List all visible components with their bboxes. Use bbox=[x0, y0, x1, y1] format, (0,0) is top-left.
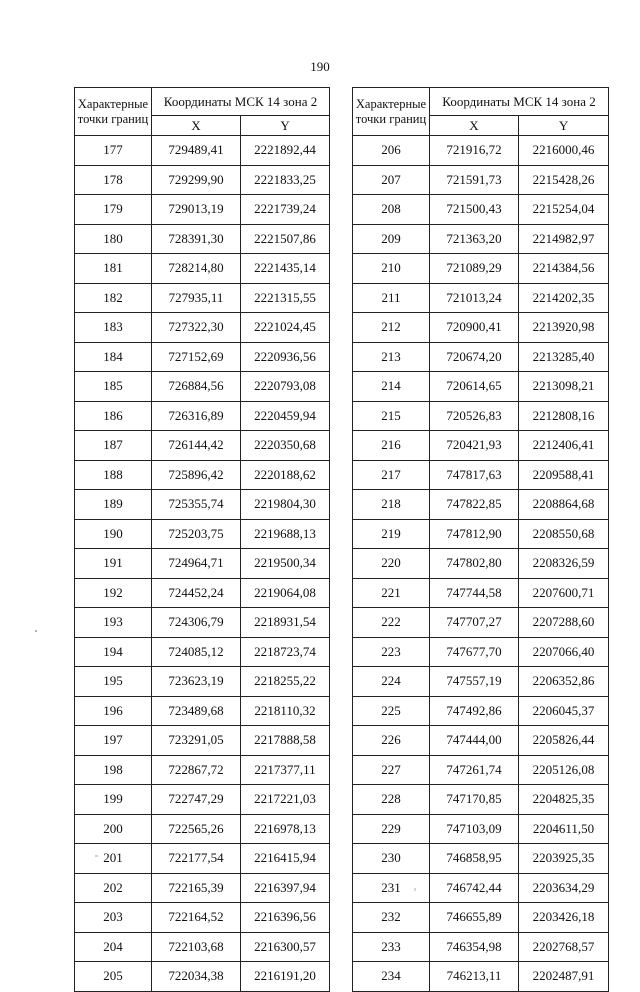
x-coordinate-cell: 747812,90 bbox=[430, 519, 519, 549]
y-coordinate-cell: 2204611,50 bbox=[519, 814, 609, 844]
y-coordinate-cell: 2202487,91 bbox=[519, 962, 609, 992]
y-coordinate-cell: 2219688,13 bbox=[241, 519, 330, 549]
point-number-cell: 211 bbox=[353, 283, 430, 313]
y-coordinate-cell: 2214982,97 bbox=[519, 224, 609, 254]
y-coordinate-cell: 2207600,71 bbox=[519, 578, 609, 608]
x-coordinate-cell: 723291,05 bbox=[152, 726, 241, 756]
y-coordinate-cell: 2203925,35 bbox=[519, 844, 609, 874]
point-number-cell: 228 bbox=[353, 785, 430, 815]
point-number-cell: 181 bbox=[75, 254, 152, 284]
x-coordinate-cell: 721363,20 bbox=[430, 224, 519, 254]
x-coordinate-cell: 726884,56 bbox=[152, 372, 241, 402]
x-coordinate-cell: 725203,75 bbox=[152, 519, 241, 549]
point-number-cell: 217 bbox=[353, 460, 430, 490]
point-number-cell: 232 bbox=[353, 903, 430, 933]
x-coordinate-cell: 721591,73 bbox=[430, 165, 519, 195]
x-coordinate-cell: 747677,70 bbox=[430, 637, 519, 667]
x-coordinate-cell: 747170,85 bbox=[430, 785, 519, 815]
x-coordinate-cell: 727322,30 bbox=[152, 313, 241, 343]
y-coordinate-cell: 2220350,68 bbox=[241, 431, 330, 461]
y-coordinate-cell: 2213098,21 bbox=[519, 372, 609, 402]
point-number-cell: 216 bbox=[353, 431, 430, 461]
point-number-cell: 201 bbox=[75, 844, 152, 874]
point-number-cell: 180 bbox=[75, 224, 152, 254]
x-coordinate-cell: 723623,19 bbox=[152, 667, 241, 697]
x-coordinate-cell: 720421,93 bbox=[430, 431, 519, 461]
point-number-cell: 230 bbox=[353, 844, 430, 874]
x-coordinate-cell: 747744,58 bbox=[430, 578, 519, 608]
x-coordinate-cell: 726316,89 bbox=[152, 401, 241, 431]
point-number-cell: 190 bbox=[75, 519, 152, 549]
y-coordinate-cell: 2221507,86 bbox=[241, 224, 330, 254]
y-coordinate-cell: 2221435,14 bbox=[241, 254, 330, 284]
y-coordinate-cell: 2217221,03 bbox=[241, 785, 330, 815]
y-coordinate-cell: 2214202,35 bbox=[519, 283, 609, 313]
x-coordinate-cell: 722103,68 bbox=[152, 932, 241, 962]
header-y: Y bbox=[241, 116, 330, 136]
y-coordinate-cell: 2219064,08 bbox=[241, 578, 330, 608]
x-coordinate-cell: 727935,11 bbox=[152, 283, 241, 313]
y-coordinate-cell: 2205826,44 bbox=[519, 726, 609, 756]
y-coordinate-cell: 2202768,57 bbox=[519, 932, 609, 962]
point-number-cell: 227 bbox=[353, 755, 430, 785]
x-coordinate-cell: 722565,26 bbox=[152, 814, 241, 844]
point-number-cell: 204 bbox=[75, 932, 152, 962]
y-coordinate-cell: 2204825,35 bbox=[519, 785, 609, 815]
x-coordinate-cell: 747557,19 bbox=[430, 667, 519, 697]
y-coordinate-cell: 2220936,56 bbox=[241, 342, 330, 372]
x-coordinate-cell: 729013,19 bbox=[152, 195, 241, 225]
y-coordinate-cell: 2216000,46 bbox=[519, 136, 609, 166]
point-number-cell: 205 bbox=[75, 962, 152, 992]
y-coordinate-cell: 2215254,04 bbox=[519, 195, 609, 225]
x-coordinate-cell: 726144,42 bbox=[152, 431, 241, 461]
point-number-cell: 197 bbox=[75, 726, 152, 756]
x-coordinate-cell: 724964,71 bbox=[152, 549, 241, 579]
point-number-cell: 209 bbox=[353, 224, 430, 254]
y-coordinate-cell: 2220793,08 bbox=[241, 372, 330, 402]
point-number-cell: 222 bbox=[353, 608, 430, 638]
x-coordinate-cell: 720526,83 bbox=[430, 401, 519, 431]
point-number-cell: 202 bbox=[75, 873, 152, 903]
y-coordinate-cell: 2217377,11 bbox=[241, 755, 330, 785]
y-coordinate-cell: 2221833,25 bbox=[241, 165, 330, 195]
point-number-cell: 186 bbox=[75, 401, 152, 431]
point-number-cell: 223 bbox=[353, 637, 430, 667]
point-number-cell: 208 bbox=[353, 195, 430, 225]
y-coordinate-cell: 2221892,44 bbox=[241, 136, 330, 166]
x-coordinate-cell: 722034,38 bbox=[152, 962, 241, 992]
x-coordinate-cell: 729489,41 bbox=[152, 136, 241, 166]
point-number-cell: 218 bbox=[353, 490, 430, 520]
point-number-cell: 212 bbox=[353, 313, 430, 343]
y-coordinate-cell: 2206352,86 bbox=[519, 667, 609, 697]
table-row bbox=[353, 932, 609, 962]
x-coordinate-cell: 747103,09 bbox=[430, 814, 519, 844]
y-coordinate-cell: 2203634,29 bbox=[519, 873, 609, 903]
y-coordinate-cell: 2213285,40 bbox=[519, 342, 609, 372]
point-number-cell: 185 bbox=[75, 372, 152, 402]
x-coordinate-cell: 747444,00 bbox=[430, 726, 519, 756]
x-coordinate-cell: 746213,11 bbox=[430, 962, 519, 992]
point-number-cell: 210 bbox=[353, 254, 430, 284]
point-number-cell: 199 bbox=[75, 785, 152, 815]
point-number-cell: 224 bbox=[353, 667, 430, 697]
x-coordinate-cell: 728391,30 bbox=[152, 224, 241, 254]
point-number-cell: 195 bbox=[75, 667, 152, 697]
x-coordinate-cell: 729299,90 bbox=[152, 165, 241, 195]
x-coordinate-cell: 725896,42 bbox=[152, 460, 241, 490]
y-coordinate-cell: 2221024,45 bbox=[241, 313, 330, 343]
x-coordinate-cell: 724452,24 bbox=[152, 578, 241, 608]
point-number-cell: 226 bbox=[353, 726, 430, 756]
x-coordinate-cell: 724306,79 bbox=[152, 608, 241, 638]
point-number-cell: 229 bbox=[353, 814, 430, 844]
x-coordinate-cell: 721089,29 bbox=[430, 254, 519, 284]
header-coordinates-title: Координаты МСК 14 зона 2 bbox=[152, 88, 330, 116]
point-number-cell: 194 bbox=[75, 637, 152, 667]
point-number-cell: 178 bbox=[75, 165, 152, 195]
y-coordinate-cell: 2208550,68 bbox=[519, 519, 609, 549]
page-number: 190 bbox=[310, 59, 330, 74]
y-coordinate-cell: 2218255,22 bbox=[241, 667, 330, 697]
x-coordinate-cell: 724085,12 bbox=[152, 637, 241, 667]
header-x: X bbox=[430, 116, 519, 136]
x-coordinate-cell: 747822,85 bbox=[430, 490, 519, 520]
y-coordinate-cell: 2216397,94 bbox=[241, 873, 330, 903]
point-number-cell: 206 bbox=[353, 136, 430, 166]
table-row bbox=[75, 932, 330, 962]
point-number-cell: 213 bbox=[353, 342, 430, 372]
point-number-cell: 182 bbox=[75, 283, 152, 313]
header-points-line2: точки границ bbox=[77, 111, 149, 126]
x-coordinate-cell: 721013,24 bbox=[430, 283, 519, 313]
y-coordinate-cell: 2209588,41 bbox=[519, 460, 609, 490]
point-number-cell: 177 bbox=[75, 136, 152, 166]
header-coordinates-title: Координаты МСК 14 зона 2 bbox=[430, 88, 609, 116]
point-number-cell: 215 bbox=[353, 401, 430, 431]
point-number-cell: 193 bbox=[75, 608, 152, 638]
header-points-line1: Характерные bbox=[77, 96, 149, 111]
point-number-cell: 189 bbox=[75, 490, 152, 520]
x-coordinate-cell: 722747,29 bbox=[152, 785, 241, 815]
point-number-cell: 233 bbox=[353, 932, 430, 962]
table-row bbox=[353, 962, 609, 992]
y-coordinate-cell: 2218723,74 bbox=[241, 637, 330, 667]
x-coordinate-cell: 721500,43 bbox=[430, 195, 519, 225]
x-coordinate-cell: 747261,74 bbox=[430, 755, 519, 785]
y-coordinate-cell: 2216415,94 bbox=[241, 844, 330, 874]
x-coordinate-cell: 728214,80 bbox=[152, 254, 241, 284]
point-number-cell: 196 bbox=[75, 696, 152, 726]
x-coordinate-cell: 720674,20 bbox=[430, 342, 519, 372]
header-points-line2: точки границ bbox=[355, 111, 427, 126]
x-coordinate-cell: 725355,74 bbox=[152, 490, 241, 520]
y-coordinate-cell: 2207288,60 bbox=[519, 608, 609, 638]
x-coordinate-cell: 722867,72 bbox=[152, 755, 241, 785]
point-number-cell: 220 bbox=[353, 549, 430, 579]
y-coordinate-cell: 2221315,55 bbox=[241, 283, 330, 313]
point-number-cell: 219 bbox=[353, 519, 430, 549]
header-x: X bbox=[152, 116, 241, 136]
point-number-cell: 225 bbox=[353, 696, 430, 726]
y-coordinate-cell: 2212808,16 bbox=[519, 401, 609, 431]
point-number-cell: 191 bbox=[75, 549, 152, 579]
point-number-cell: 187 bbox=[75, 431, 152, 461]
x-coordinate-cell: 747817,63 bbox=[430, 460, 519, 490]
y-coordinate-cell: 2219804,30 bbox=[241, 490, 330, 520]
x-coordinate-cell: 747802,80 bbox=[430, 549, 519, 579]
x-coordinate-cell: 747707,27 bbox=[430, 608, 519, 638]
y-coordinate-cell: 2216191,20 bbox=[241, 962, 330, 992]
x-coordinate-cell: 722164,52 bbox=[152, 903, 241, 933]
x-coordinate-cell: 722177,54 bbox=[152, 844, 241, 874]
y-coordinate-cell: 2216300,57 bbox=[241, 932, 330, 962]
scan-speck bbox=[35, 630, 37, 632]
x-coordinate-cell: 723489,68 bbox=[152, 696, 241, 726]
x-coordinate-cell: 720900,41 bbox=[430, 313, 519, 343]
point-number-cell: 188 bbox=[75, 460, 152, 490]
y-coordinate-cell: 2220188,62 bbox=[241, 460, 330, 490]
y-coordinate-cell: 2207066,40 bbox=[519, 637, 609, 667]
point-number-cell: 214 bbox=[353, 372, 430, 402]
x-coordinate-cell: 746742,44 bbox=[430, 873, 519, 903]
x-coordinate-cell: 727152,69 bbox=[152, 342, 241, 372]
point-number-cell: 221 bbox=[353, 578, 430, 608]
x-coordinate-cell: 747492,86 bbox=[430, 696, 519, 726]
x-coordinate-cell: 746858,95 bbox=[430, 844, 519, 874]
y-coordinate-cell: 2205126,08 bbox=[519, 755, 609, 785]
y-coordinate-cell: 2208326,59 bbox=[519, 549, 609, 579]
point-number-cell: 179 bbox=[75, 195, 152, 225]
header-points-line1: Характерные bbox=[355, 96, 427, 111]
x-coordinate-cell: 721916,72 bbox=[430, 136, 519, 166]
x-coordinate-cell: 746655,89 bbox=[430, 903, 519, 933]
point-number-cell: 234 bbox=[353, 962, 430, 992]
y-coordinate-cell: 2218931,54 bbox=[241, 608, 330, 638]
y-coordinate-cell: 2216396,56 bbox=[241, 903, 330, 933]
header-y: Y bbox=[519, 116, 609, 136]
y-coordinate-cell: 2216978,13 bbox=[241, 814, 330, 844]
y-coordinate-cell: 2206045,37 bbox=[519, 696, 609, 726]
y-coordinate-cell: 2208864,68 bbox=[519, 490, 609, 520]
point-number-cell: 183 bbox=[75, 313, 152, 343]
y-coordinate-cell: 2213920,98 bbox=[519, 313, 609, 343]
y-coordinate-cell: 2219500,34 bbox=[241, 549, 330, 579]
point-number-cell: 231 bbox=[353, 873, 430, 903]
y-coordinate-cell: 2217888,58 bbox=[241, 726, 330, 756]
y-coordinate-cell: 2221739,24 bbox=[241, 195, 330, 225]
point-number-cell: 192 bbox=[75, 578, 152, 608]
point-number-cell: 207 bbox=[353, 165, 430, 195]
y-coordinate-cell: 2203426,18 bbox=[519, 903, 609, 933]
y-coordinate-cell: 2214384,56 bbox=[519, 254, 609, 284]
x-coordinate-cell: 746354,98 bbox=[430, 932, 519, 962]
y-coordinate-cell: 2212406,41 bbox=[519, 431, 609, 461]
y-coordinate-cell: 2218110,32 bbox=[241, 696, 330, 726]
x-coordinate-cell: 722165,39 bbox=[152, 873, 241, 903]
x-coordinate-cell: 720614,65 bbox=[430, 372, 519, 402]
table-row bbox=[75, 962, 330, 992]
point-number-cell: 198 bbox=[75, 755, 152, 785]
y-coordinate-cell: 2220459,94 bbox=[241, 401, 330, 431]
point-number-cell: 184 bbox=[75, 342, 152, 372]
y-coordinate-cell: 2215428,26 bbox=[519, 165, 609, 195]
point-number-cell: 200 bbox=[75, 814, 152, 844]
point-number-cell: 203 bbox=[75, 903, 152, 933]
